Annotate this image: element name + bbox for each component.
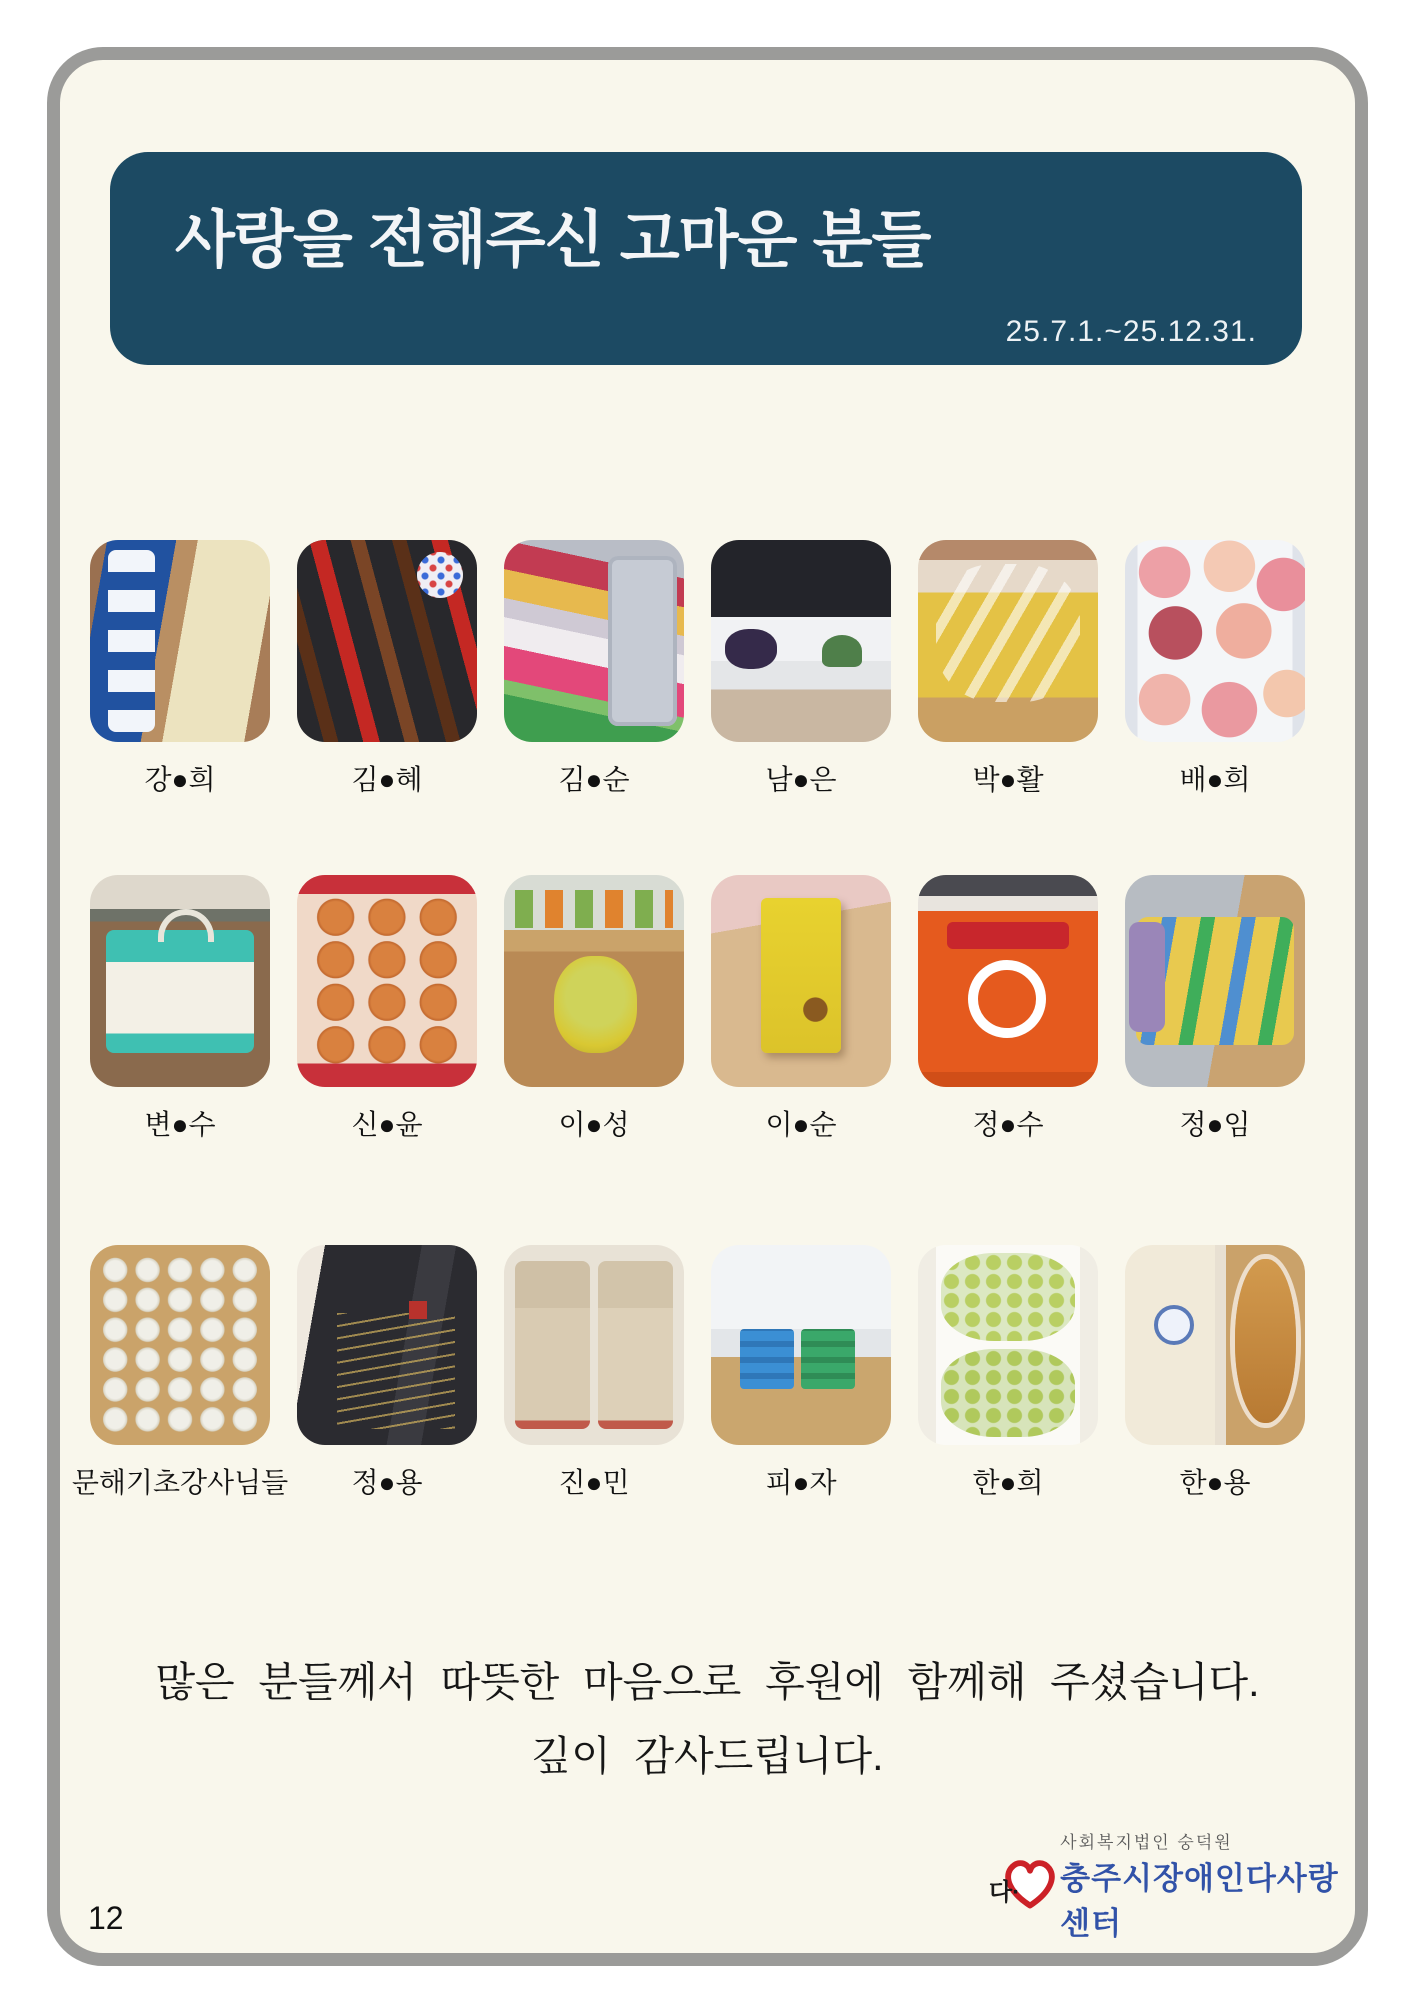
donor-row-3: [71, 1245, 1305, 1501]
page-number: 12: [88, 1900, 124, 1936]
donor-item: [918, 1245, 1098, 1501]
donation-photo: [297, 875, 477, 1087]
thanks-message-line2: 깊이 감사드립니다.: [531, 1733, 884, 1779]
donor-name: 배●희: [1179, 764, 1251, 795]
donation-photo: [1125, 1245, 1305, 1445]
header-banner: [110, 152, 1302, 365]
donor-name: 정●임: [1179, 1109, 1251, 1140]
donation-photo: [90, 540, 270, 742]
donor-item: [504, 540, 684, 798]
page-title: 사랑을 전해주신 고마운 분들: [175, 206, 931, 275]
donation-photo: [1125, 875, 1305, 1087]
donor-item: [297, 1245, 477, 1501]
donor-row-1: [90, 540, 1305, 798]
donor-item: [711, 1245, 891, 1501]
donor-item: [711, 540, 891, 798]
donor-item: [711, 875, 891, 1143]
org-name: 충주시장애인다사랑센터: [1060, 1861, 1339, 1941]
donor-name: 문해기초강사님들: [71, 1467, 289, 1498]
donor-item: [504, 1245, 684, 1501]
content-card: [47, 47, 1368, 1966]
donation-photo: [90, 875, 270, 1087]
donor-name: 신●윤: [351, 1109, 423, 1140]
donor-item: [90, 875, 270, 1143]
donor-item: [1125, 1245, 1305, 1501]
donor-item: [1125, 540, 1305, 798]
donor-item: [918, 875, 1098, 1143]
date-range: 25.7.1.~25.12.31.: [1005, 315, 1257, 348]
thanks-message-line1: 많은 분들께서 따뜻한 마음으로 후원에 함께해 주셨습니다.: [155, 1659, 1260, 1705]
donor-item: [1125, 875, 1305, 1143]
donation-photo: [504, 1245, 684, 1445]
donation-photo: [90, 1245, 270, 1445]
donor-item: [90, 540, 270, 798]
donor-name: 정●수: [972, 1109, 1044, 1140]
donation-photo: [504, 540, 684, 742]
donor-name: 이●순: [765, 1109, 837, 1140]
org-subtitle: 사회복지법인 숭덕원: [1060, 1833, 1233, 1852]
donation-photo: [504, 875, 684, 1087]
donation-photo: [711, 540, 891, 742]
donation-photo: [711, 875, 891, 1087]
org-logo: [989, 1828, 1355, 1943]
donor-name: 김●순: [558, 764, 630, 795]
donation-photo: [918, 1245, 1098, 1445]
heart-logo-icon: [989, 1856, 1052, 1916]
donor-item: [297, 875, 477, 1143]
donor-item: [71, 1245, 289, 1501]
donation-photo: [297, 540, 477, 742]
donor-name: 강●희: [144, 764, 216, 795]
logo-character: 다·: [989, 1878, 1021, 1906]
donor-name: 한●용: [1179, 1467, 1251, 1498]
donor-item: [918, 540, 1098, 798]
donor-item: [297, 540, 477, 798]
donor-name: 피●자: [765, 1467, 837, 1498]
donation-photo: [918, 875, 1098, 1087]
donor-name: 이●성: [558, 1109, 630, 1140]
donation-photo: [711, 1245, 891, 1445]
thanks-message: [60, 1645, 1355, 1793]
donation-photo: [1125, 540, 1305, 742]
donor-name: 남●은: [765, 764, 837, 795]
donor-name: 진●민: [558, 1467, 630, 1498]
donation-photo: [297, 1245, 477, 1445]
donation-photo: [918, 540, 1098, 742]
donor-item: [504, 875, 684, 1143]
donor-name: 김●혜: [351, 764, 423, 795]
donor-name: 한●희: [972, 1467, 1044, 1498]
donor-name: 변●수: [144, 1109, 216, 1140]
donor-name: 박●활: [972, 764, 1044, 795]
donor-row-2: [90, 875, 1305, 1143]
donor-name: 정●용: [351, 1467, 423, 1498]
